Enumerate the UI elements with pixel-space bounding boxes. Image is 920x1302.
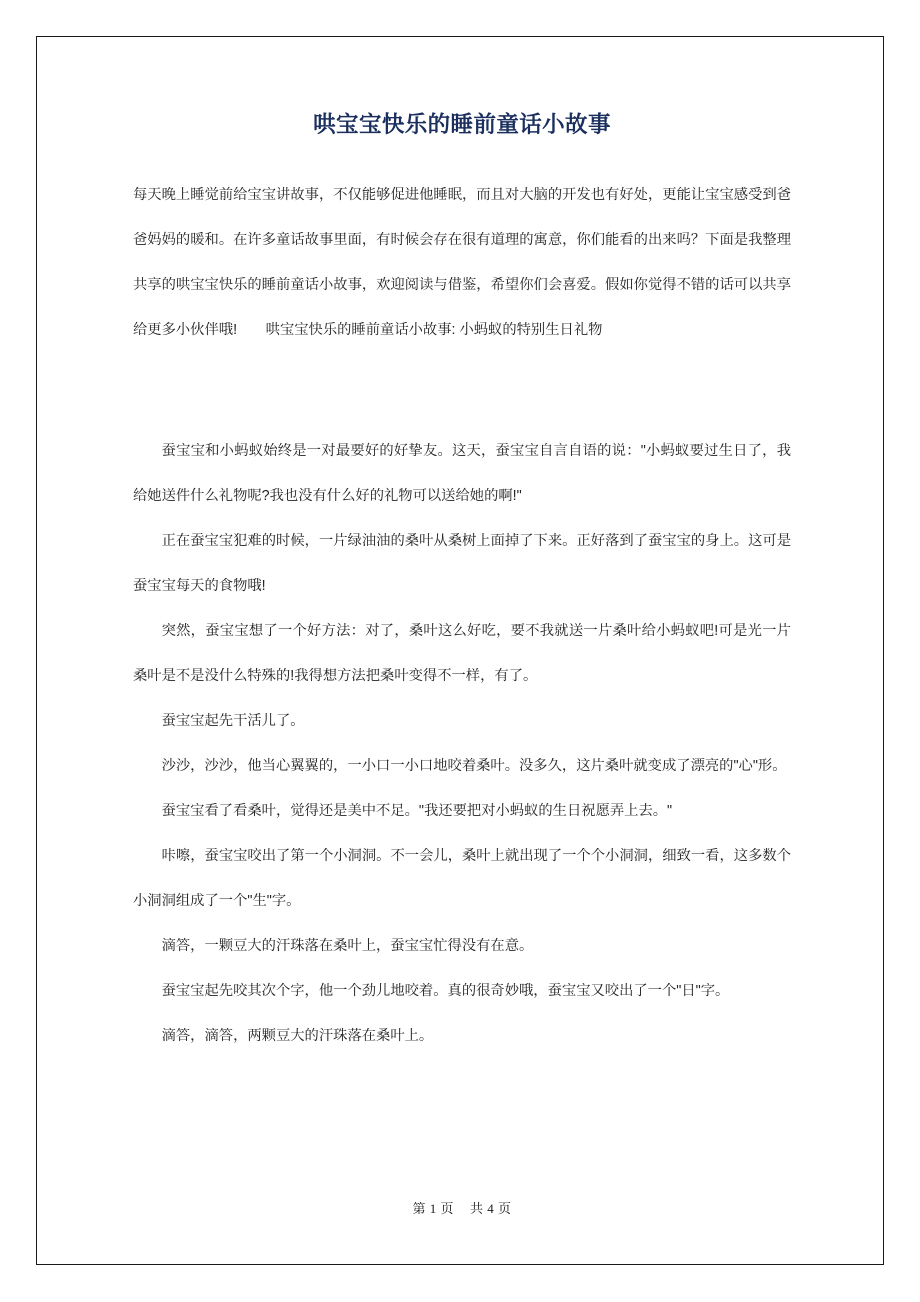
page-footer — [133, 1198, 791, 1217]
story-paragraph: 正在蚕宝宝犯难的时候，一片绿油油的桑叶从桑树上面掉了下来。正好落到了蚕宝宝的身上。这可是蚕宝宝每天的食物哦! — [133, 533, 791, 595]
story-paragraph: 突然，蚕宝宝想了一个好方法：对了，桑叶这么好吃，要不我就送一片桑叶给小蚂蚁吧!可是光一片桑叶是不是没什么特殊的!我得想方法把桑叶变得不一样，有了。 — [133, 623, 791, 685]
footer-total-pages: 共 4 页 — [470, 1201, 512, 1216]
footer-current-page: 第 1 页 — [412, 1201, 454, 1216]
story-paragraph: 蚕宝宝起先干活儿了。 — [161, 713, 305, 730]
story-paragraph: 滴答，滴答，两颗豆大的汗珠落在桑叶上。 — [161, 1028, 434, 1045]
story-paragraph: 咔嚓，蚕宝宝咬出了第一个小洞洞。不一会儿，桑叶上就出现了一个个小洞洞，细致一看，这多数个小洞洞组成了一个"生"字。 — [133, 848, 791, 910]
document-content — [133, 86, 791, 1059]
story-paragraph: 蚕宝宝起先咬其次个字，他一个劲儿地咬着。真的很奇妙哦，蚕宝宝又咬出了一个"日"字。 — [161, 983, 730, 1000]
page-title: 哄宝宝快乐的睡前童话小故事 — [313, 112, 611, 137]
intro-paragraph: 每天晚上睡觉前给宝宝讲故事，不仅能够促进他睡眠，而且对大脑的开发也有好处，更能让宝宝感受到爸爸妈妈的暖和。在许多童话故事里面，有时候会存在很有道理的寓意，你们能看的出来吗？下面是我整理共享的哄宝宝快乐的睡前童话小故事，欢迎阅读与借鉴，希望你们会喜爱。假如你觉得不错的话可以共享给更多小伙伴哦! 哄宝宝快乐的睡前童话小故事: 小蚂蚁的特别生日礼物 — [133, 187, 791, 339]
story-paragraph: 蚕宝宝和小蚂蚁始终是一对最要好的好挚友。这天，蚕宝宝自言自语的说："小蚂蚁要过生日了，我给她送件什么礼物呢?我也没有什么好的礼物可以送给她的啊!" — [133, 443, 791, 505]
section-spacer — [133, 353, 791, 429]
story-paragraph: 滴答，一颗豆大的汗珠落在桑叶上，蚕宝宝忙得没有在意。 — [161, 938, 534, 955]
story-paragraph: 蚕宝宝看了看桑叶，觉得还是美中不足。"我还要把对小蚂蚁的生日祝愿弄上去。" — [161, 803, 673, 820]
story-paragraph: 沙沙，沙沙，他当心翼翼的，一小口一小口地咬着桑叶。没多久，这片桑叶就变成了漂亮的"心"形。 — [161, 758, 787, 775]
